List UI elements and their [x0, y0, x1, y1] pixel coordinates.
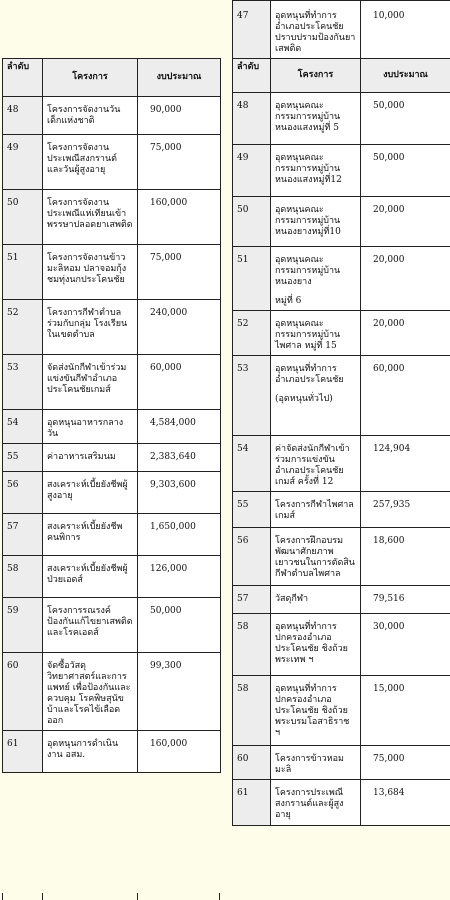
table-row [3, 653, 221, 731]
budget-value: 20,000 [361, 197, 450, 247]
row-number: 58 [233, 676, 271, 746]
project-name-cell [43, 598, 138, 653]
table-row [233, 93, 450, 145]
project-name: โครงการจัดงานข้าวมะลิหอม ปลาจอมกุ้ง ชมทุ่งนกประโคนชัย [47, 253, 127, 285]
table-row [3, 135, 221, 190]
row-number: 53 [3, 355, 43, 410]
header-project: โครงการ [271, 59, 361, 93]
row-number: 56 [233, 528, 271, 586]
project-name-cell [271, 436, 361, 492]
table-row [3, 190, 221, 245]
left-border-continuation [2, 893, 3, 900]
table-row [233, 197, 450, 247]
budget-value: 50,000 [361, 145, 450, 197]
table-row [233, 1, 450, 59]
row-number: 58 [3, 556, 43, 598]
budget-value: 60,000 [361, 356, 450, 436]
row-number: 51 [233, 247, 271, 311]
table-row [3, 300, 221, 355]
budget-value: 2,383,640 [138, 444, 221, 472]
right-budget-table [232, 58, 450, 826]
project-name: โครงการข้าวหอมมะลิ [275, 754, 344, 775]
row-number: 55 [233, 492, 271, 528]
row-number: 54 [3, 410, 43, 444]
header-budget: งบประมาณ [138, 59, 221, 97]
project-name: โครงการจัดงานประเพณีแห่เทียนเข้าพรรษาปลอดยาเสพติด [47, 198, 133, 230]
budget-value: 20,000 [361, 311, 450, 356]
project-name: วัสดุกีฬา [275, 594, 309, 604]
project-name: อุดหนุนคณะกรรมการหมู่บ้านหนองแสงหมู่ที่12 [275, 153, 342, 185]
budget-value: 124,904 [361, 436, 450, 492]
project-name-cell [43, 410, 138, 444]
row-number: 48 [3, 97, 43, 135]
project-name: จัดส่งนักกีฬาเข้าร่วมแข่งขันกีฬาอำเภอประโคนชัยเกมส์ [47, 363, 127, 395]
project-name-cell [271, 197, 361, 247]
budget-value: 160,000 [138, 731, 221, 773]
project-name-cell [43, 97, 138, 135]
table-row [3, 472, 221, 514]
project-name: จัดซื้อวัสดุวิทยาศาสตร์และการแพทย์ เพื่อป้องกันและควบคุม โรคพิษสุนัขบ้าและโรคไข้เลือดออก [47, 661, 131, 726]
project-name-cell [271, 614, 361, 676]
budget-value: 50,000 [138, 598, 221, 653]
project-name-cell [271, 780, 361, 826]
project-name-cell [271, 93, 361, 145]
table-row [233, 356, 450, 436]
table-header-row [3, 59, 221, 97]
row-number: 60 [3, 653, 43, 731]
budget-value: 257,935 [361, 492, 450, 528]
project-name: อุดหนุนคณะกรรมการหมู่บ้านหนองยาง [275, 255, 341, 287]
right-top-table [232, 0, 450, 59]
project-name-cell [43, 514, 138, 556]
project-name-cell [271, 311, 361, 356]
budget-value: 13,684 [361, 780, 450, 826]
project-name: โครงการกีฬาไพศาลเกมส์ [275, 500, 354, 521]
left-border-continuation [219, 893, 220, 900]
table-row [233, 436, 450, 492]
project-name: สงเคราะห์เบี้ยยังชีพคนพิการ [47, 522, 123, 543]
row-number: 59 [3, 598, 43, 653]
budget-value: 50,000 [361, 93, 450, 145]
project-name: อุดหนุนอาหารกลางวัน [47, 418, 124, 439]
budget-value: 15,000 [361, 676, 450, 746]
row-number: 54 [233, 436, 271, 492]
table-row [3, 731, 221, 773]
table-row [233, 586, 450, 614]
project-name: อุดหนุนคณะกรรมการหมู่บ้านหนองยางหมู่ที่10 [275, 205, 341, 237]
project-name-cell [271, 247, 361, 311]
table-row [233, 676, 450, 746]
row-number: 50 [233, 197, 271, 247]
project-name-cell [43, 355, 138, 410]
row-number: 61 [3, 731, 43, 773]
project-name: อุดหนุนคณะกรรมการหมู่บ้านหนองแสงหมู่ที่ 5 [275, 101, 341, 133]
table-row [233, 528, 450, 586]
project-name-cell [271, 528, 361, 586]
row-number: 58 [233, 614, 271, 676]
table-row [233, 746, 450, 780]
project-name-cell [271, 676, 361, 746]
left-border-continuation [42, 893, 43, 900]
header-project: โครงการ [43, 59, 138, 97]
project-name: สงเคราะห์เบี้ยยังชีพผู้สูงอายุ [47, 480, 128, 501]
row-number: 60 [233, 746, 271, 780]
budget-value: 75,000 [361, 746, 450, 780]
table-row [233, 247, 450, 311]
header-no: ลำดับ [3, 59, 43, 97]
budget-value: 4,584,000 [138, 410, 221, 444]
table-row [3, 514, 221, 556]
project-name: โครงการรณรงค์ป้องกันแก้ไขยาเสพติดและโรคเอดส์ [47, 606, 133, 638]
row-number: 61 [233, 780, 271, 826]
table-row [3, 444, 221, 472]
table-row [233, 780, 450, 826]
budget-value: 75,000 [138, 135, 221, 190]
row-number: 57 [3, 514, 43, 556]
table-row [3, 97, 221, 135]
project-name-cell [271, 492, 361, 528]
row-number: 55 [3, 444, 43, 472]
project-name: ค่าอาหารเสริมนม [47, 452, 116, 462]
header-budget: งบประมาณ [361, 59, 450, 93]
project-name: อุดหนุนการดำเนินงาน อสม. [47, 739, 119, 760]
project-note: (อุดหนุนทั่วไป) [275, 394, 333, 404]
row-number: 50 [3, 190, 43, 245]
project-name-cell [43, 135, 138, 190]
budget-value: 60,000 [138, 355, 221, 410]
project-note: หมู่ที่ 6 [275, 296, 302, 306]
project-name-cell [271, 356, 361, 436]
project-name-cell [43, 190, 138, 245]
budget-value: 90,000 [138, 97, 221, 135]
project-name-cell [271, 746, 361, 780]
project-name-cell [43, 556, 138, 598]
row-number: 47 [233, 1, 271, 59]
row-number: 52 [233, 311, 271, 356]
table-row [233, 492, 450, 528]
budget-value: 240,000 [138, 300, 221, 355]
budget-value: 79,516 [361, 586, 450, 614]
budget-value: 75,000 [138, 245, 221, 300]
table-row [3, 355, 221, 410]
left-budget-table [2, 58, 221, 773]
project-name: สงเคราะห์เบี้ยยังชีพผู้ป่วยเอดส์ [47, 564, 128, 585]
project-name: อุดหนุนที่ทำการปกครองอำเภอประโคนชัย ชิงถ้วยพระบรมโอสาธิราช ฯ [275, 684, 350, 738]
project-name-cell [43, 472, 138, 514]
project-name-cell [43, 653, 138, 731]
project-name: ค่าจัดส่งนักกีฬาเข้าร่วมการแข่งขันอำเภอประโคนชัยเกมส์ ครั้งที่ 12 [275, 444, 350, 487]
budget-value: 160,000 [138, 190, 221, 245]
table-row [3, 598, 221, 653]
budget-value: 1,650,000 [138, 514, 221, 556]
project-name: โครงการฝึกอบรมพัฒนาศักยภาพเยาวชนในการตัดสินกีฬาตำบลไพศาล [275, 536, 355, 579]
row-number: 51 [3, 245, 43, 300]
budget-value: 10,000 [361, 1, 450, 59]
row-number: 49 [233, 145, 271, 197]
row-number: 48 [233, 93, 271, 145]
table-row [3, 556, 221, 598]
project-name-cell [43, 300, 138, 355]
project-name: อุดหนุนที่ทำการปกครองอำเภอประโคนชัย ชิงถ้วยพระเทพ ฯ [275, 622, 348, 665]
table-row [233, 614, 450, 676]
row-number: 52 [3, 300, 43, 355]
table-row [3, 245, 221, 300]
budget-value: 126,000 [138, 556, 221, 598]
budget-value: 30,000 [361, 614, 450, 676]
project-name: โครงการกีฬาตำบลร่วมกับกลุ่ม โรงเรียนในเขตตำบล [47, 308, 128, 340]
table-row [233, 311, 450, 356]
row-number: 56 [3, 472, 43, 514]
project-name: อุดหนุนที่ทำการอำเภอประโคนชัย ปราบปรามป้องกันยาเสพติด [271, 1, 361, 59]
header-no: ลำดับ [233, 59, 271, 93]
table-row [3, 410, 221, 444]
budget-value: 20,000 [361, 247, 450, 311]
project-name: โครงการจัดงานวันเด็กแห่งชาติ [47, 105, 121, 126]
project-name-cell [43, 731, 138, 773]
project-name-cell [43, 245, 138, 300]
project-name-cell [271, 145, 361, 197]
table-row [233, 145, 450, 197]
project-name-cell [43, 444, 138, 472]
project-name-cell [271, 586, 361, 614]
project-name: โครงการจัดงานประเพณีสงกรานต์และวันผู้สูงอายุ [47, 143, 117, 175]
project-name: อุดหนุนที่ทำการอำเภอประโคนชัย [275, 364, 344, 385]
project-name: อุดหนุนคณะกรรมการหมู่บ้านไพศาล หมู่ที่ 15 [275, 319, 341, 351]
table-header-row [233, 59, 450, 93]
budget-value: 9,303,600 [138, 472, 221, 514]
row-number: 53 [233, 356, 271, 436]
project-name: โครงการประเพณีสงกรานต์และผู้สูงอายุ [275, 788, 344, 820]
budget-value: 99,300 [138, 653, 221, 731]
row-number: 57 [233, 586, 271, 614]
row-number: 49 [3, 135, 43, 190]
budget-value: 18,600 [361, 528, 450, 586]
left-border-continuation [137, 893, 138, 900]
